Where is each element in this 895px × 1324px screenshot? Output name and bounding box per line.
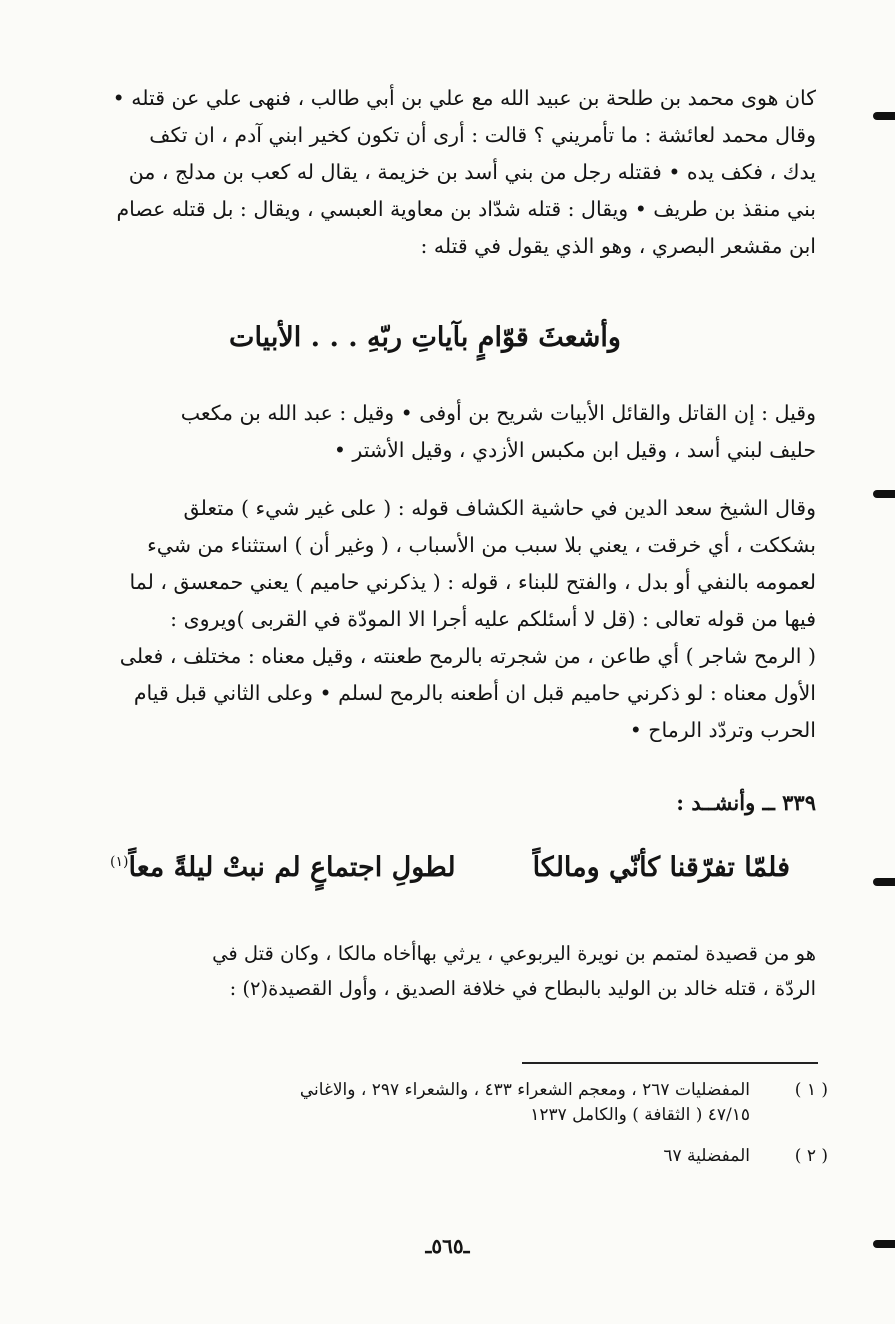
page-number: ـ٥٦٥ـ: [425, 1234, 470, 1258]
text-line: الحرب وتردّد الرماح •: [629, 718, 816, 742]
footnote-1: [70, 1078, 828, 1128]
quoted-verse: وأشعثَ قوّامٍ بآياتِ ربّهِ . . . الأبيات: [229, 322, 621, 353]
footnote-line: ٤٧/١٥ ( الثقافة ) والكامل ١٢٣٧: [530, 1105, 750, 1125]
text-line: يدك ، فكف يده • فقتله رجل من بني أسد بن خزيمة ، يقال له كعب بن مدلج ، من: [128, 160, 816, 184]
footnote-line: المفضلية ٦٧: [663, 1146, 750, 1166]
footnote-divider: [522, 1062, 818, 1064]
section-heading: ٣٣٩ ــ وأنشــد :: [676, 790, 816, 815]
text-line: بني منقذ بن طريف • ويقال : قتله شدّاد بن معاوية العبسي ، ويقال : بل قتله عصام: [116, 197, 816, 221]
verse-second-hemistich-text: لطولِ اجتماعٍ لم نبتْ ليلةً معاً: [128, 852, 456, 883]
footnote-number: ( ٢ ): [794, 1146, 828, 1166]
verse-second-hemistich: [110, 852, 456, 883]
footnote-2: [70, 1144, 828, 1169]
text-line: لعمومه بالنفي أو بدل ، والفتح للبناء ، قوله : ( يذكرني حاميم ) يعني حمعسق ، لما: [129, 570, 816, 594]
paragraph-1: [66, 80, 816, 265]
footnote-ref: (١): [110, 854, 129, 870]
text-line: وقال محمد لعائشة : ما تأمريني ؟ قالت : أرى أن تكون كخير ابني آدم ، ان تكف: [149, 123, 816, 147]
text-line: هو من قصيدة لمتمم بن نويرة اليربوعي ، يرثي بهاأخاه مالكا ، وكان قتل في: [212, 942, 816, 965]
text-line: كان هوى محمد بن طلحة بن عبيد الله مع علي بن أبي طالب ، فنهى علي عن قتله •: [112, 86, 816, 110]
text-line: وقيل : إن القاتل والقائل الأبيات شريح بن أوفى • وقيل : عبد الله بن مكعب: [180, 401, 816, 425]
scan-edge-mark: [873, 490, 895, 498]
text-line: الردّة ، قتله خالد بن الوليد بالبطاح في خلافة الصديق ، وأول القصيدة(٢) :: [229, 977, 816, 1000]
scan-edge-mark: [873, 878, 895, 886]
paragraph-3: [66, 490, 816, 749]
text-line: الأول معناه : لو ذكرني حاميم قبل ان أطعنه بالرمح لسلم • وعلى الثاني قبل قيام: [133, 681, 816, 705]
paragraph-4: [66, 936, 816, 1006]
footnote-line: المفضليات ٢٦٧ ، ومعجم الشعراء ٤٣٣ ، والشعراء ٢٩٧ ، والاغاني: [299, 1080, 750, 1100]
text-line: حليف لبني أسد ، وقيل ابن مكبس الأزدي ، وقيل الأشتر •: [333, 438, 816, 462]
footnote-number: ( ١ ): [794, 1080, 828, 1100]
text-line: فيها من قوله تعالى : (قل لا أسئلكم عليه أجرا الا المودّة في القربى )ويروى :: [170, 607, 816, 631]
text-line: وقال الشيخ سعد الدين في حاشية الكشاف قوله : ( على غير شيء ) متعلق: [183, 496, 816, 520]
text-line: ابن مقشعر البصري ، وهو الذي يقول في قتله :: [420, 234, 816, 258]
poem-verse: [110, 852, 790, 902]
scan-edge-mark: [873, 112, 895, 120]
scan-edge-mark: [873, 1240, 895, 1248]
verse-first-hemistich: فلمّا تفرّقنا كأنّي ومالكاً: [532, 852, 790, 883]
text-line: بشككت ، أي خرقت ، يعني بلا سبب من الأسباب ، ( وغير أن ) استثناء من شيء: [147, 533, 816, 557]
paragraph-2: [66, 395, 816, 469]
text-line: ( الرمح شاجر ) أي طاعن ، من شجرته بالرمح طعنته ، وقيل معناه : مختلف ، فعلى: [119, 644, 816, 668]
